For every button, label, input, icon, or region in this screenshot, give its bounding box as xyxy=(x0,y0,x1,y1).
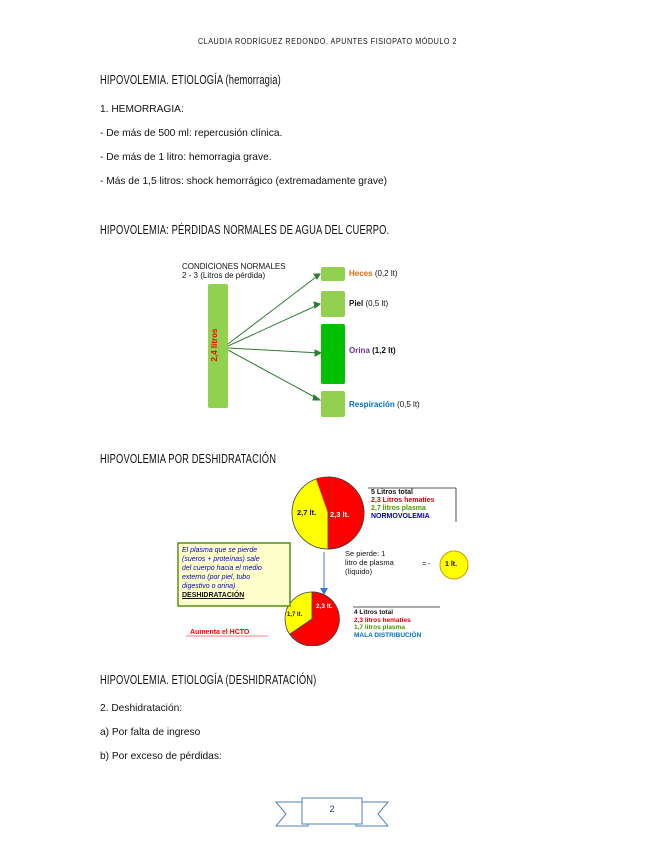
text-line: a) Por falta de ingreso xyxy=(100,727,201,738)
page-number-ribbon xyxy=(272,794,392,834)
text-line: - De más de 500 ml: repercusión clínica. xyxy=(100,128,283,139)
total-label: 2,4 litros xyxy=(210,328,219,362)
pie1-hematies-label: 2,3 lt. xyxy=(330,510,350,519)
water-loss-diagram xyxy=(178,258,478,428)
section-title-deshidratacion: HIPOVOLEMIA POR DESHIDRATACIÓN xyxy=(100,451,277,466)
page-number: 2 xyxy=(329,804,335,814)
small-pie-label: 1 lt. xyxy=(445,561,458,568)
equals-sign: = - xyxy=(422,561,431,568)
section-title-hemorragia: HIPOVOLEMIA. ETIOLOGÍA (hemorragia) xyxy=(100,72,281,87)
ribbon-shape xyxy=(272,794,392,834)
pie2-hematies-label: 2,3 lt. xyxy=(316,603,333,610)
heces-label: Heces (0,2 lt) xyxy=(349,269,398,278)
piel-label: Piel (0,5 lt) xyxy=(349,299,389,308)
pie1-plasma-label: 2,7 lt. xyxy=(297,508,317,517)
respiracion-label: Respiración (0,5 lt) xyxy=(349,400,420,409)
piel-box xyxy=(321,291,345,317)
legend-mala-distribucion: 4 Litros total 2,3 litros hematíes 1,7 litros plasma MALA DISTRIBUCIÓN xyxy=(354,609,422,639)
orina-box xyxy=(321,324,345,384)
note-plasma: El plasma que se pierde (sueros + proteínas) sale del cuerpo hacia el medio externo (por piel, tubo digestivo o orina) DESHIDRATACIÓN xyxy=(182,547,262,599)
text-line: - De más de 1 litro: hemorragia grave. xyxy=(100,152,272,163)
text-line: b) Por exceso de pérdidas: xyxy=(100,751,222,762)
conditions-label: CONDICIONES NORMALES 2 - 3 (Litros de pérdida) xyxy=(182,262,286,280)
section-title-etiologia-deshidratacion: HIPOVOLEMIA. ETIOLOGÍA (DESHIDRATACIÓN) xyxy=(100,672,317,687)
lose-text: Se pierde: 1 litro de plasma (líquido) xyxy=(345,549,394,576)
orina-label: Orina (1,2 lt) xyxy=(349,346,396,355)
pie2-plasma-label: 1,7 lt. xyxy=(287,612,303,618)
text-line: - Más de 1,5 litros: shock hemorrágico (extremadamente grave) xyxy=(100,176,388,187)
section-title-perdidas: HIPOVOLEMIA: PÉRDIDAS NORMALES DE AGUA DEL CUERPO. xyxy=(100,222,390,237)
hcto-label: Aumenta el HCTO xyxy=(190,629,250,636)
text-line: 2. Deshidratación: xyxy=(100,703,183,714)
dehydration-diagram xyxy=(170,476,490,646)
legend-normovolemia: 5 Litros total 2,3 Litros hematíes 2,7 litros plasma NORMOVOLEMIA xyxy=(371,489,435,520)
heces-box xyxy=(321,267,345,281)
text-line: 1. HEMORRAGIA: xyxy=(100,104,184,115)
respiracion-box xyxy=(321,391,345,417)
page-header: CLAUDIA RODRÍGUEZ REDONDO. APUNTES FISIOPATO MÓDULO 2 xyxy=(197,36,458,46)
